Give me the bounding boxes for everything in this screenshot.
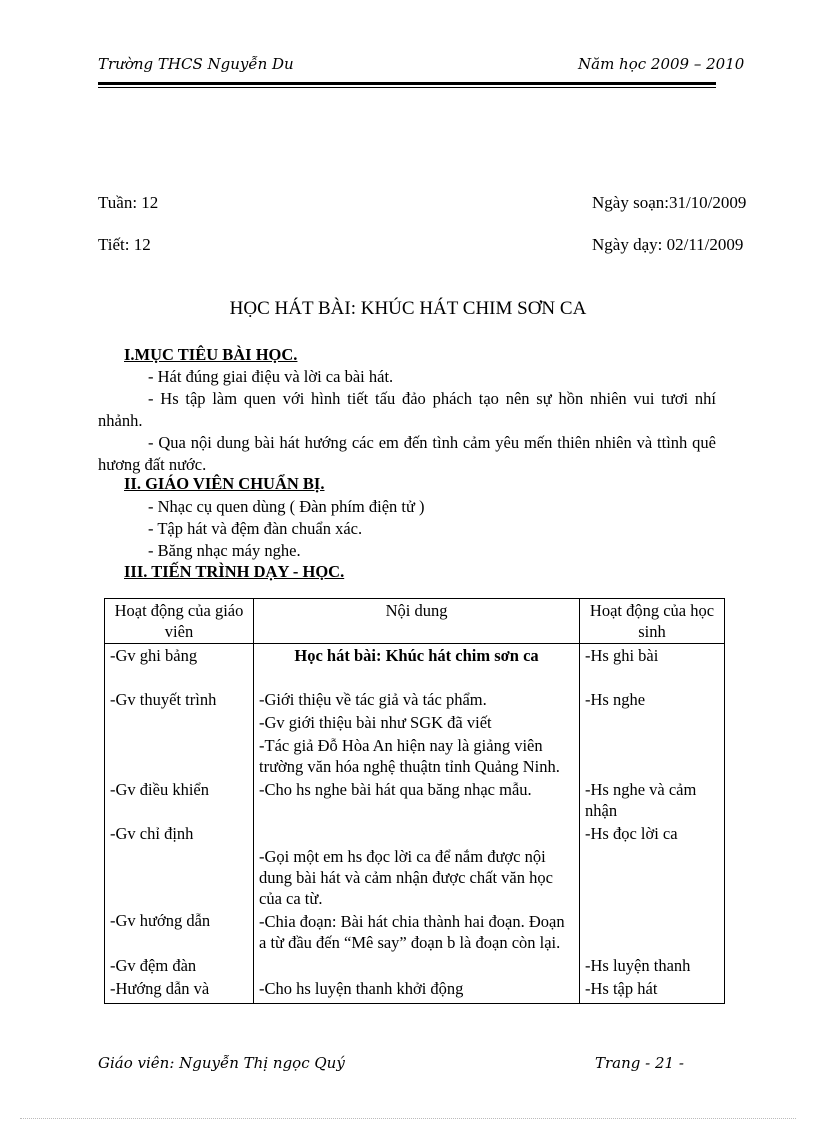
table-row [105,778,725,822]
section1-item: - Qua nội dung bài hát hướng các em đến tình cảm yêu mến thiên nhiên và ttình quê hương đất nước. [98,433,716,474]
content-cell [254,822,580,845]
student-cell: -Hs nghe [580,688,725,711]
ngay-soan: Ngày soạn:31/10/2009 [592,193,747,212]
footer-page: Trang - 21 - [595,1054,684,1072]
teacher-cell: -Gv thuyết trình [105,688,254,711]
student-cell: -Hs đọc lời ca [580,822,725,845]
page-bottom-divider [20,1118,796,1119]
table-row [105,954,725,977]
table-row [105,977,725,1004]
tiet: Tiết: 12 [98,235,151,254]
header-content: Nội dung [254,599,580,644]
content-cell: Học hát bài: Khúc hát chim sơn ca [254,644,580,689]
table-row [105,734,725,778]
teacher-cell: -Hướng dẫn và [105,977,254,1004]
student-cell: -Hs ghi bài [580,644,725,689]
table-row [105,711,725,734]
section2-heading: II. GIÁO VIÊN CHUẨN BỊ. [124,474,325,493]
header-rule-thick [98,82,716,85]
teacher-cell: -Gv điều khiển [105,778,254,822]
teacher-cell: -Gv hướng dẫn [105,910,254,954]
table-row [105,910,725,954]
school-year [578,55,744,73]
teacher-cell [105,711,254,734]
section3-heading: III. TIẾN TRÌNH DẠY - HỌC. [124,562,345,581]
tuan: Tuần: 12 [98,193,159,212]
teacher-cell: -Gv đệm đàn [105,954,254,977]
content-cell [254,954,580,977]
student-cell: -Hs nghe và cảm nhận [580,778,725,822]
teacher-cell: -Gv chỉ định [105,822,254,845]
header-student: Hoạt động của học sinh [580,599,725,644]
section1-item: - Hs tập làm quen với hình tiết tấu đảo phách tạo nên sự hồn nhiên vui tươi nhí nhảnh. [98,389,716,430]
student-cell: -Hs tập hát [580,977,725,1004]
content-cell: -Cho hs luyện thanh khởi động [254,977,580,1004]
student-cell: -Hs luyện thanh [580,954,725,977]
student-cell [580,711,725,734]
lesson-title: HỌC HÁT BÀI: KHÚC HÁT CHIM SƠN CA [229,298,587,319]
section2-item: - Nhạc cụ quen dùng ( Đàn phím điện tử ) [148,497,425,516]
activity-table [104,598,725,1004]
section2-item: - Băng nhạc máy nghe. [148,541,301,560]
header-teacher: Hoạt động của giáo viên [105,599,254,644]
content-cell: -Chia đoạn: Bài hát chia thành hai đoạn. Đoạn a từ đầu đến “Mê say” đoạn b là đoạn còn lại. [254,910,580,954]
content-cell: -Cho hs nghe bài hát qua băng nhạc mẫu. [254,778,580,822]
student-cell [580,910,725,954]
content-cell: -Giới thiệu về tác giả và tác phẩm. [254,688,580,711]
table-row [105,644,725,689]
ngay-day: Ngày dạy: 02/11/2009 [592,235,744,254]
school-year-text: Năm học 2009 – 2010 [578,55,745,73]
table-header-row [105,599,725,644]
section1-heading: I.MỤC TIÊU BÀI HỌC. [124,345,298,364]
teacher-cell [105,845,254,910]
table-row [105,822,725,845]
section2-item: - Tập hát và đệm đàn chuẩn xác. [148,519,363,538]
header-rule-thin [98,87,716,88]
content-cell: -Tác giả Đỗ Hòa An hiện nay là giảng viên trường văn hóa nghệ thuậtn tỉnh Quảng Ninh. [254,734,580,778]
teacher-cell [105,734,254,778]
content-cell: -Gv giới thiệu bài như SGK đã viết [254,711,580,734]
student-cell [580,845,725,910]
section1-item: - Hát đúng giai điệu và lời ca bài hát. [148,367,394,386]
content-cell: -Gọi một em hs đọc lời ca để nắm được nội dung bài hát và cảm nhận được chất văn học của ca từ. [254,845,580,910]
footer-teacher: Giáo viên: Nguyễn Thị ngọc Quý [98,1054,345,1072]
student-cell [580,734,725,778]
teacher-cell: -Gv ghi bảng [105,644,254,689]
table-row [105,688,725,711]
table-row [105,845,725,910]
school-name: Trường THCS Nguyễn Du [98,55,294,73]
